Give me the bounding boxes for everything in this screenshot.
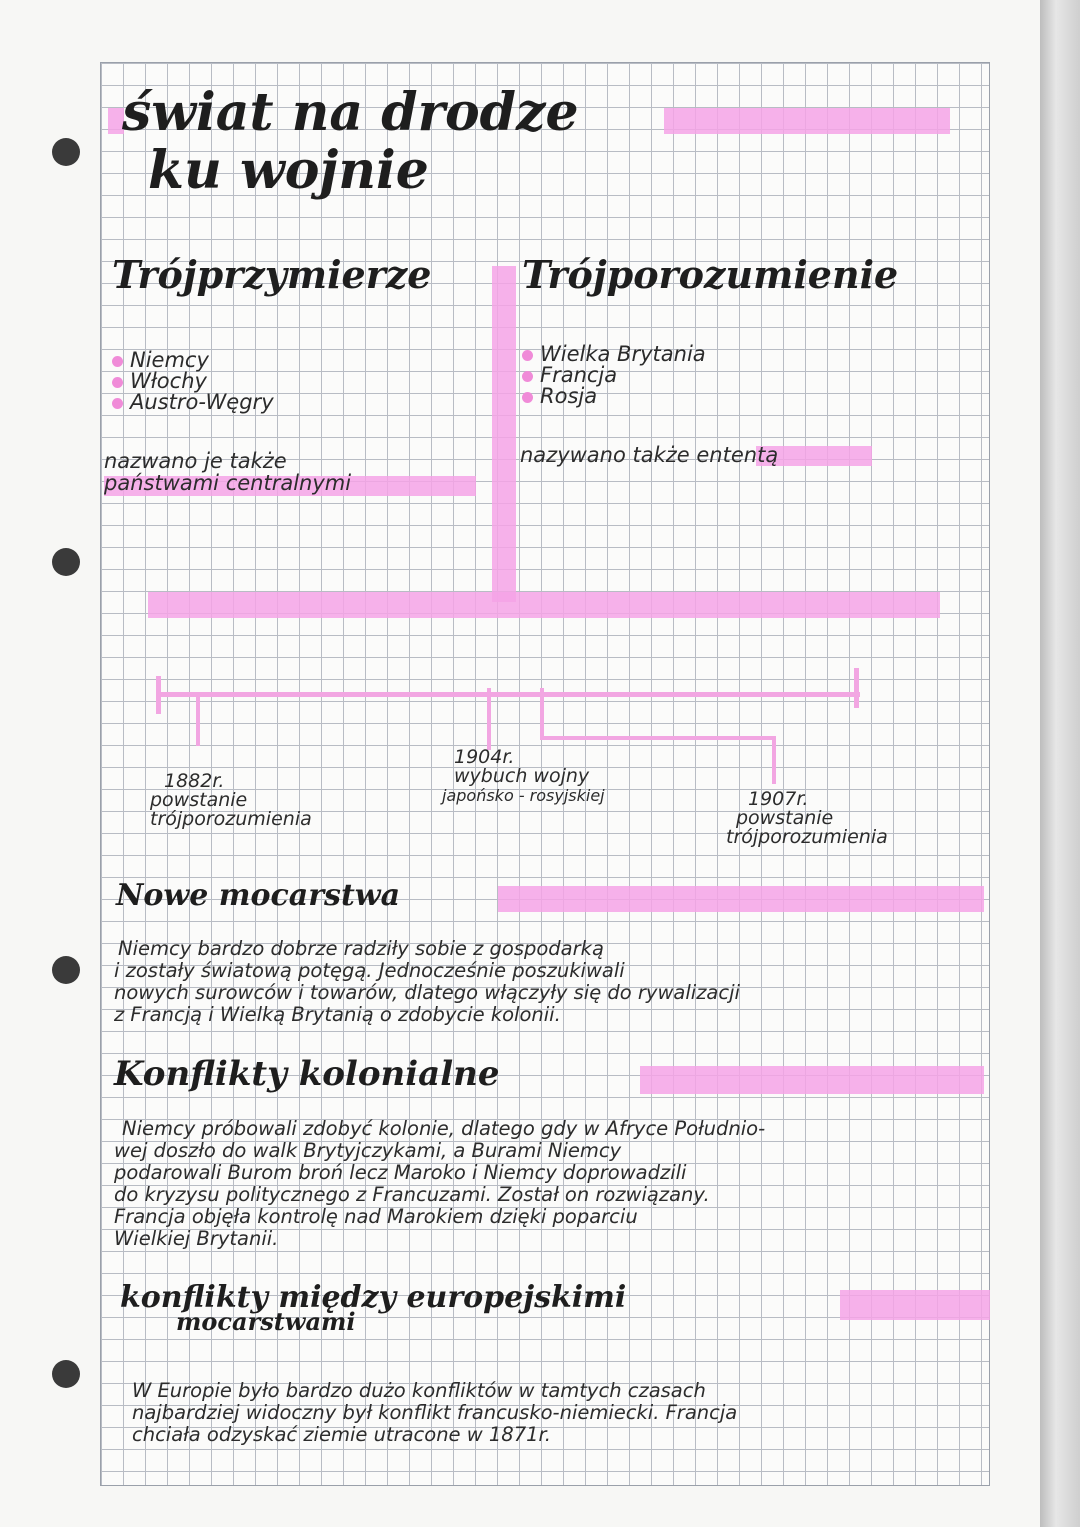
text-line: Francja objęła kontrolę nad Marokiem dzięki poparciu <box>114 1205 638 1228</box>
event-line: powstanie <box>150 789 248 811</box>
section-heading-european <box>120 1280 626 1336</box>
event-line: wybuch wojny <box>454 765 590 787</box>
binder-hole-icon <box>52 138 80 166</box>
timeline-tick <box>196 694 200 746</box>
text-line: Niemcy próbowali zdobyć kolonie, dlatego gdy w Afryce Południo- <box>122 1117 766 1140</box>
timeline-tick <box>854 668 859 708</box>
section-text-colonial <box>114 1118 765 1250</box>
member-item: Niemcy <box>112 350 274 371</box>
binder-hole-icon <box>52 956 80 984</box>
text-line: podarowali Burom broń lecz Maroko i Niemcy doprowadzili <box>114 1161 687 1184</box>
event-date: 1904r. <box>454 746 515 768</box>
timeline-connector <box>772 736 776 784</box>
text-line: najbardziej widoczny był konflikt francusko-niemiecki. Francja <box>132 1401 738 1424</box>
triple-alliance-heading: Trójprzymierze <box>112 252 432 297</box>
text-line: W Europie było bardzo dużo konfliktów w tamtych czasach <box>132 1379 706 1402</box>
text-line: wej doszło do walk Brytyjczykami, a Burami Niemcy <box>114 1139 622 1162</box>
heading-highlight <box>840 1290 990 1320</box>
timeline-event <box>150 772 312 829</box>
text-line: z Francją i Wielką Brytanią o zdobycie kolonii. <box>114 1003 561 1026</box>
plastic-sleeve-edge <box>1040 0 1080 1527</box>
event-line: powstanie <box>736 807 834 829</box>
timeline-tick <box>540 688 544 736</box>
separator-highlight <box>148 592 940 618</box>
event-date: 1907r. <box>748 788 809 810</box>
title-line-2: ku wojnie <box>148 140 429 201</box>
triple-alliance-members <box>112 350 274 413</box>
timeline-tick <box>487 688 491 750</box>
triple-entente-heading: Trójporozumienie <box>522 252 899 297</box>
member-item: Wielka Brytania <box>522 344 706 365</box>
heading-highlight <box>640 1066 984 1094</box>
note-line: państwami centralnymi <box>104 471 352 495</box>
triple-entente-note: nazywano także ententą <box>520 443 779 467</box>
timeline-connector <box>540 736 776 740</box>
text-line: chciała odzyskać ziemie utracone w 1871r. <box>132 1423 551 1446</box>
text-line: Wielkiej Brytanii. <box>114 1227 279 1250</box>
text-line: do kryzysu politycznego z Francuzami. Został on rozwiązany. <box>114 1183 710 1206</box>
event-line: trójporozumienia <box>150 808 312 830</box>
triple-entente-members <box>522 344 706 407</box>
note-line: nazwano je także <box>104 449 287 473</box>
section-heading-colonial: Konflikty kolonialne <box>114 1054 500 1094</box>
event-date: 1882r. <box>164 770 225 792</box>
member-item: Rosja <box>522 386 706 407</box>
binder-hole-icon <box>52 1360 80 1388</box>
timeline-axis <box>158 692 860 697</box>
page-title <box>122 84 579 200</box>
member-item: Włochy <box>112 371 274 392</box>
timeline-tick <box>156 676 161 714</box>
event-line: japońsko - rosyjskiej <box>442 786 605 805</box>
section-text-european <box>132 1380 737 1446</box>
heading-line: mocarstwami <box>176 1307 356 1336</box>
text-line: i zostały światową potęgą. Jednocześnie poszukiwali <box>114 959 625 982</box>
timeline-event <box>442 748 605 805</box>
triple-alliance-note <box>104 450 351 494</box>
title-highlight <box>664 108 950 134</box>
divider-highlight <box>492 266 516 602</box>
text-line: nowych surowców i towarów, dlatego włączyły się do rywalizacji <box>114 981 740 1004</box>
heading-highlight <box>498 886 984 912</box>
section-heading-powers: Nowe mocarstwa <box>116 878 401 913</box>
title-line-1: świat na drodze <box>122 82 579 143</box>
timeline-event <box>726 790 888 847</box>
section-text-powers <box>114 938 740 1026</box>
binder-hole-icon <box>52 548 80 576</box>
member-item: Francja <box>522 365 706 386</box>
member-item: Austro-Węgry <box>112 392 274 413</box>
text-line: Niemcy bardzo dobrze radziły sobie z gospodarką <box>118 937 604 960</box>
event-line: trójporozumienia <box>726 826 888 848</box>
heading-line: konflikty między europejskimi <box>120 1280 627 1315</box>
